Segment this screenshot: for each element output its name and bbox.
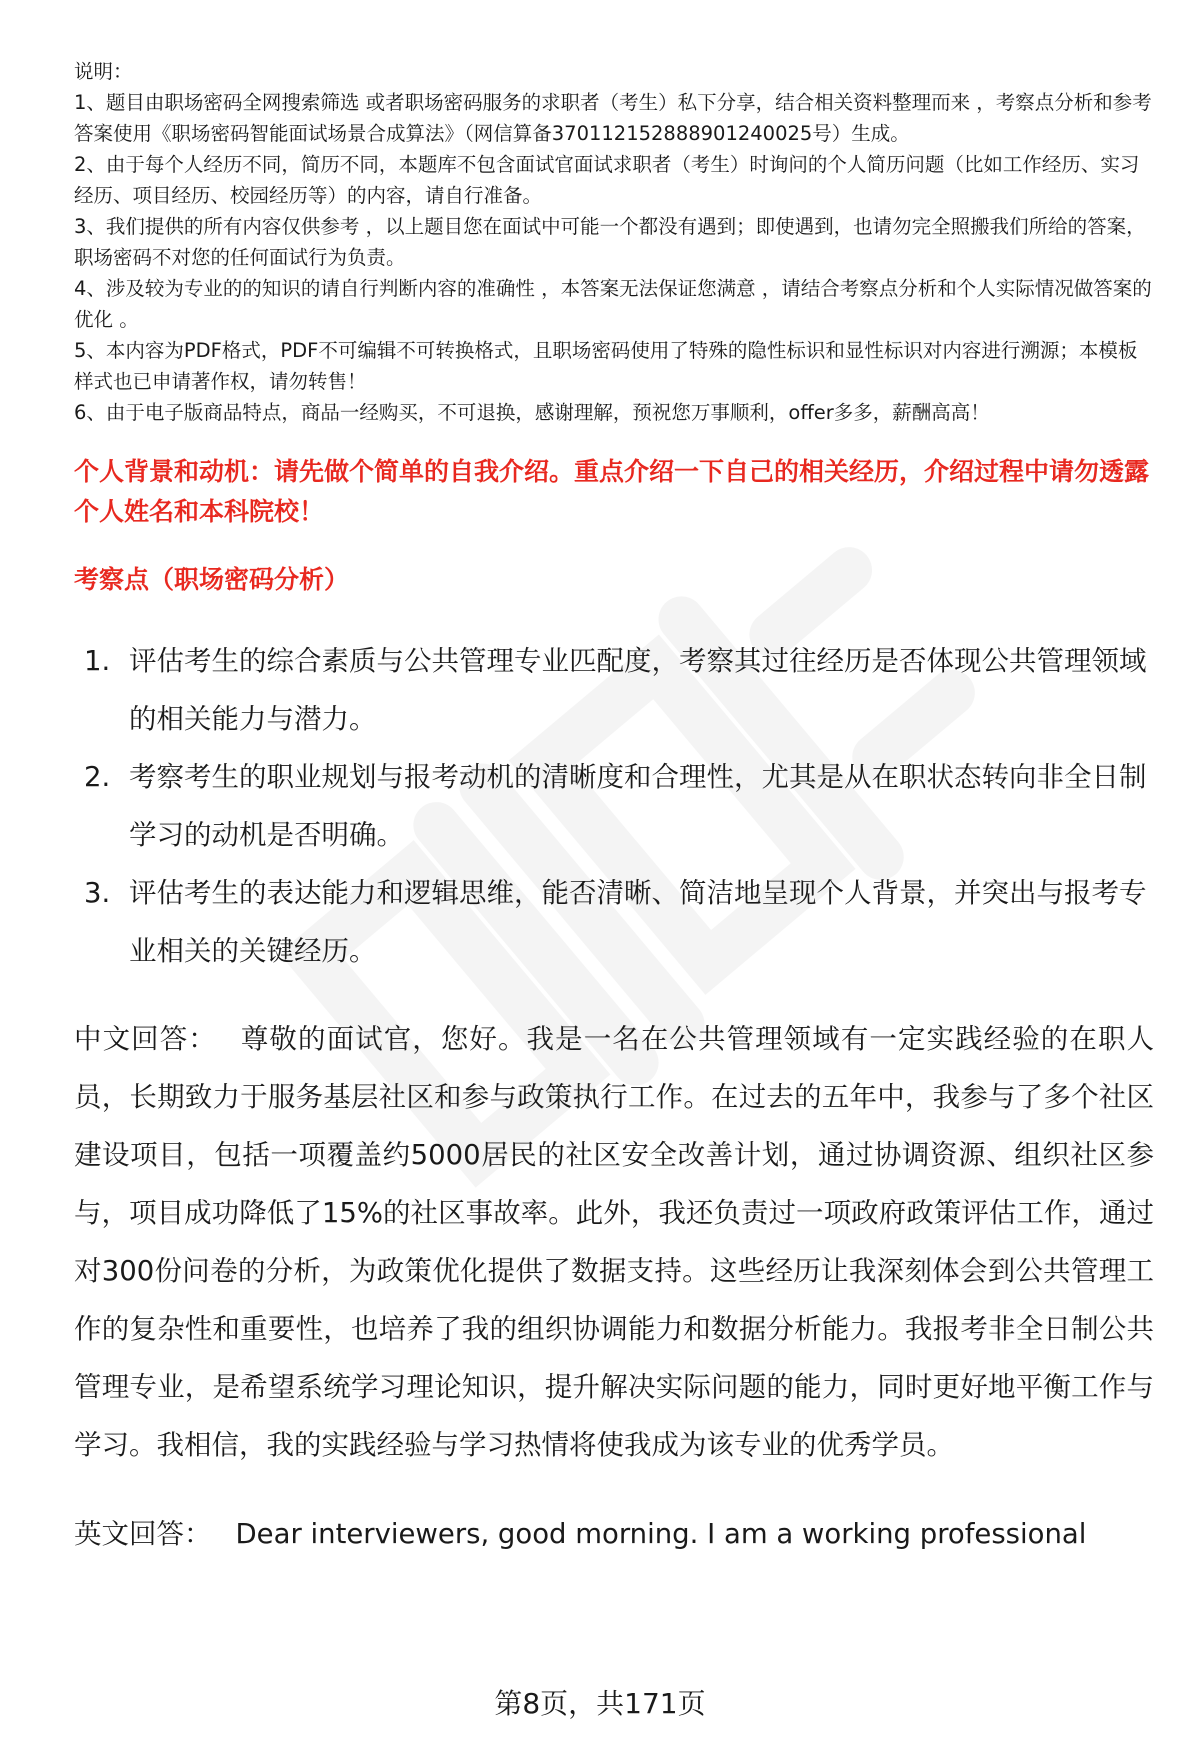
note-item: 1、题目由职场密码全网搜索筛选 或者职场密码服务的求职者（考生）私下分享，结合相关资料整理而来 ，考察点分析和参考答案使用《职场密码智能面试场景合成算法》（网信算备370112152888901240025号）生成。 xyxy=(74,91,1152,145)
point-number: 3. xyxy=(84,877,111,909)
disclaimer-notes xyxy=(74,56,1154,428)
point-text: 评估考生的表达能力和逻辑思维，能否清晰、简洁地呈现个人背景，并突出与报考专业相关的关键经历。 xyxy=(129,877,1147,967)
english-answer-text: Dear interviewers, good morning. I am a working professional xyxy=(235,1518,1087,1550)
page-footer: 第8页，共171页 xyxy=(494,1687,706,1720)
english-answer-label: 英文回答： xyxy=(74,1518,212,1550)
note-item: 3、我们提供的所有内容仅供参考 ，以上题目您在面试中可能一个都没有遇到；即使遇到，也请勿完全照搬我们所给的答案，职场密码不对您的任何面试行为负责。 xyxy=(74,215,1146,269)
point-text: 评估考生的综合素质与公共管理专业匹配度，考察其过往经历是否体现公共管理领域的相关能力与潜力。 xyxy=(129,645,1147,735)
notes-title: 说明： xyxy=(74,60,133,83)
list-item xyxy=(74,632,1154,748)
list-item xyxy=(74,748,1154,864)
point-number: 2. xyxy=(84,761,111,793)
point-text: 考察考生的职业规划与报考动机的清晰度和合理性，尤其是从在职状态转向非全日制学习的动机是否明确。 xyxy=(129,761,1147,851)
document-page xyxy=(74,56,1154,1554)
list-item xyxy=(74,864,1154,980)
interview-question: 个人背景和动机：请先做个简单的自我介绍。重点介绍一下自己的相关经历，介绍过程中请勿透露个人姓名和本科院校！ xyxy=(74,457,1150,526)
chinese-answer-text: 尊敬的面试官，您好。我是一名在公共管理领域有一定实践经验的在职人员，长期致力于服务基层社区和参与政策执行工作。在过去的五年中，我参与了多个社区建设项目，包括一项覆盖约5000居民的社区安全改善计划，通过协调资源、组织社区参与，项目成功降低了15%的社区事故率。此外，我还负责过一项政府政策评估工作，通过对300份问卷的分析，为政策优化提供了数据支持。这些经历让我深刻体会到公共管理工作的复杂性和重要性，也培养了我的组织协调能力和数据分析能力。我报考非全日制公共管理专业，是希望系统学习理论知识，提升解决实际问题的能力，同时更好地平衡工作与学习。我相信，我的实践经验与学习热情将使我成为该专业的优秀学员。 xyxy=(74,1023,1155,1461)
analysis-title: 考察点（职场密码分析） xyxy=(74,565,350,594)
analysis-points xyxy=(74,632,1154,980)
note-item: 5、本内容为PDF格式，PDF不可编辑不可转换格式，且职场密码使用了特殊的隐性标识和显性标识对内容进行溯源；本模板样式也已申请著作权，请勿转售！ xyxy=(74,339,1138,393)
point-number: 1. xyxy=(84,645,111,677)
english-answer xyxy=(74,1514,1154,1554)
note-item: 2、由于每个人经历不同，简历不同，本题库不包含面试官面试求职者（考生）时询问的个人简历问题（比如工作经历、实习经历、项目经历、校园经历等）的内容，请自行准备。 xyxy=(74,153,1140,207)
chinese-answer xyxy=(74,1010,1154,1474)
chinese-answer-label: 中文回答： xyxy=(74,1023,217,1055)
note-item: 6、由于电子版商品特点，商品一经购买，不可退换，感谢理解，预祝您万事顺利，offer多多，薪酬高高！ xyxy=(74,401,990,424)
note-item: 4、涉及较为专业的的知识的请自行判断内容的准确性 ，本答案无法保证您满意 ，请结合考察点分析和个人实际情况做答案的优化 。 xyxy=(74,277,1152,331)
